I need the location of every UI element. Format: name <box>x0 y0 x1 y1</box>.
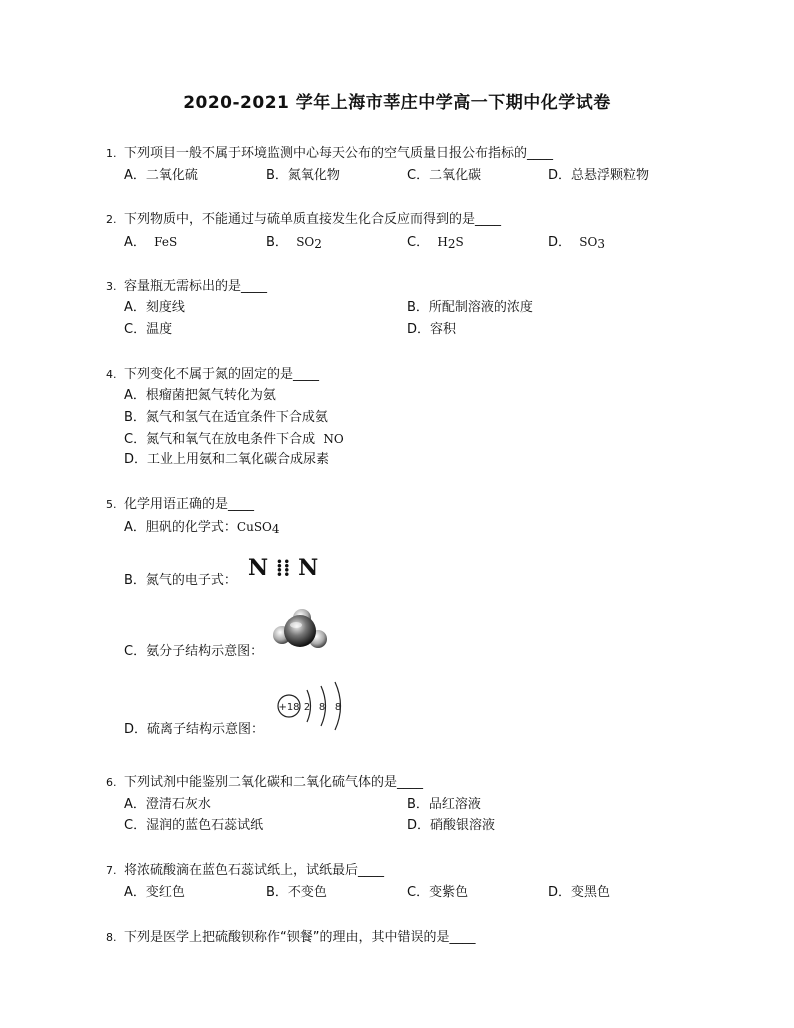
question-4-stem <box>106 366 319 384</box>
n2-electron-formula: N ⁞⁞ N <box>248 555 319 581</box>
question-text: 将浓硫酸滴在蓝色石蕊试纸上，试纸最后____ <box>124 863 385 878</box>
formula-subscript: 4 <box>271 522 280 536</box>
formula-subscript: 2 <box>447 237 456 251</box>
question-5-stem <box>106 496 254 514</box>
option-3c: C．温度 <box>124 322 173 337</box>
option-7d: D．变黑色 <box>548 885 611 900</box>
option-3b: B．所配制溶液的浓度 <box>407 300 533 315</box>
formula-subscript: 2 <box>314 237 322 251</box>
option-6b: B．品红溶液 <box>407 797 481 812</box>
question-number: 8. <box>106 931 117 944</box>
option-4c <box>124 430 344 449</box>
option-label: A． <box>124 235 146 250</box>
formula-tail: S <box>455 235 464 249</box>
formula-subscript: 3 <box>597 237 605 251</box>
question-1-stem <box>106 145 553 163</box>
question-text: 下列项目一般不属于环境监测中心每天公布的空气质量日报公布指标的____ <box>124 146 554 161</box>
option-7b: B．不变色 <box>266 885 327 900</box>
question-3-stem <box>106 278 267 296</box>
option-label: B． <box>266 235 288 250</box>
option-6c: C．湿润的蓝色石蕊试纸 <box>124 818 264 833</box>
question-text: 下列试剂中能鉴别二氧化碳和二氧化硫气体的是____ <box>124 775 424 790</box>
nucleus-charge: +18 <box>278 702 300 713</box>
question-number: 4. <box>106 368 117 381</box>
formula: SO <box>296 235 315 249</box>
option-2c <box>407 233 464 252</box>
ammonia-molecule-image <box>268 601 332 661</box>
question-number: 2. <box>106 213 117 226</box>
option-text: A．胆矾的化学式： <box>124 520 237 535</box>
option-2b <box>266 233 322 252</box>
option-3d: D．容积 <box>407 322 457 337</box>
option-1b: B．氮氧化物 <box>266 168 340 183</box>
option-3a: A．刻度线 <box>124 300 185 315</box>
formula: SO <box>579 235 598 249</box>
formula: H <box>437 235 448 249</box>
shell-electron-count: 8 <box>318 702 326 713</box>
formula: NO <box>323 432 344 446</box>
option-7a: A．变红色 <box>124 885 185 900</box>
question-number: 3. <box>106 280 117 293</box>
option-5d: D．硫离子结构示意图： <box>124 722 265 737</box>
question-number: 7. <box>106 864 117 877</box>
option-1d: D．总悬浮颗粒物 <box>548 168 650 183</box>
question-text: 化学用语正确的是____ <box>124 497 255 512</box>
question-6-stem <box>106 774 423 792</box>
option-4a: A．根瘤菌把氮气转化为氨 <box>124 388 276 403</box>
option-2a <box>124 233 177 252</box>
formula: FeS <box>154 235 178 249</box>
question-8-stem <box>106 929 475 947</box>
question-text: 容量瓶无需标出的是____ <box>124 279 268 294</box>
option-5b: B．氮气的电子式： <box>124 573 237 588</box>
option-6d: D．硝酸银溶液 <box>407 818 496 833</box>
option-6a: A．澄清石灰水 <box>124 797 211 812</box>
option-text: C．氮气和氧气在放电条件下合成 <box>124 432 316 447</box>
option-1c: C．二氧化碳 <box>407 168 482 183</box>
sulfur-ion-structure-diagram <box>274 681 354 735</box>
question-text: 下列是医学上把硫酸钡称作“钡餐”的理由，其中错误的是____ <box>124 930 476 945</box>
option-4d: D．工业上用氨和二氧化碳合成尿素 <box>124 452 330 467</box>
question-text: 下列变化不属于氮的固定的是____ <box>124 367 320 382</box>
question-number: 1. <box>106 147 117 160</box>
shell-electron-count: 8 <box>334 702 342 713</box>
page-title: 2020-2021 学年上海市莘庄中学高一下期中化学试卷 <box>183 93 611 113</box>
option-5a <box>124 518 280 537</box>
option-5c: C．氨分子结构示意图： <box>124 644 264 659</box>
question-7-stem <box>106 862 384 880</box>
question-2-stem <box>106 211 501 229</box>
option-1a: A．二氧化硫 <box>124 168 198 183</box>
question-text: 下列物质中，不能通过与硫单质直接发生化合反应而得到的是____ <box>124 212 502 227</box>
option-4b: B．氮气和氢气在适宜条件下合成氨 <box>124 410 328 425</box>
shell-electron-count: 2 <box>303 702 311 713</box>
formula: CuSO <box>236 520 272 534</box>
question-number: 6. <box>106 776 117 789</box>
option-7c: C．变紫色 <box>407 885 469 900</box>
option-label: C． <box>407 235 430 250</box>
option-2d <box>548 233 605 252</box>
question-number: 5. <box>106 498 117 511</box>
option-label: D． <box>548 235 572 250</box>
